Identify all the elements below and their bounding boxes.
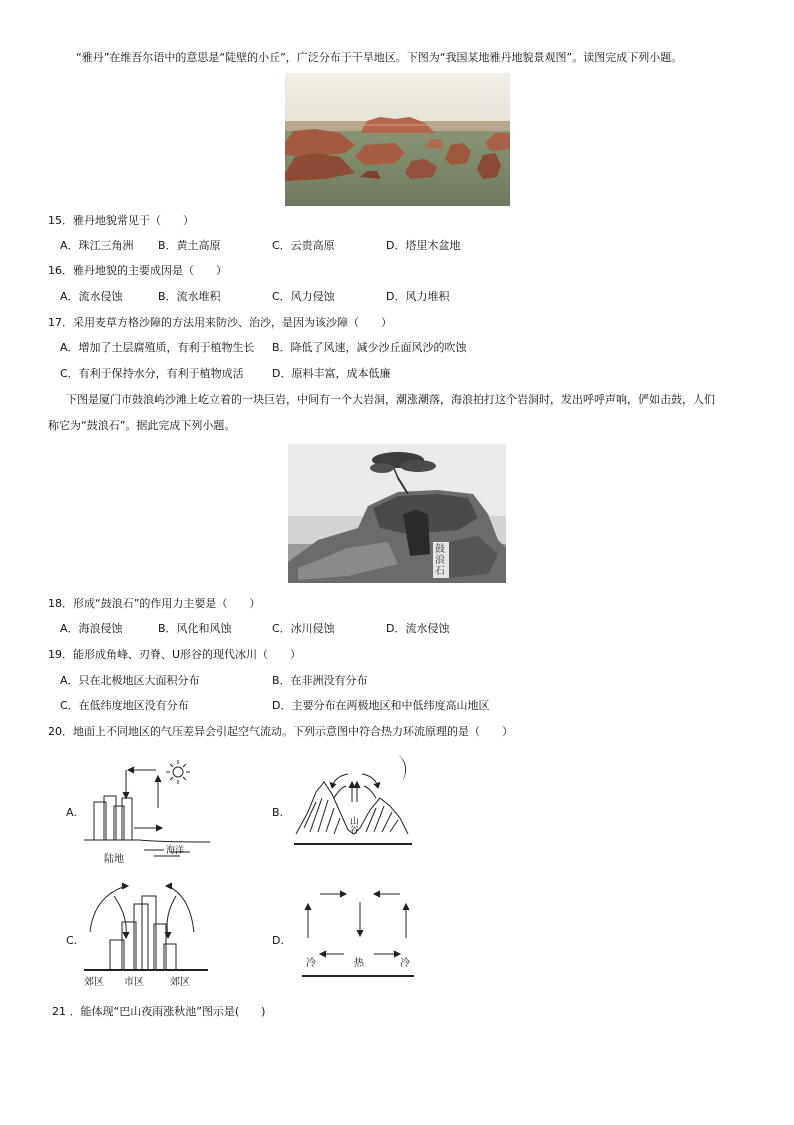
q19-option-d[interactable]: D．主要分布在两极地区和中低纬度高山地区: [272, 699, 490, 712]
mountain-valley-diagram: [294, 752, 414, 852]
q17-option-d[interactable]: D．原料丰富，成本低廉: [272, 367, 391, 380]
moon-icon: [398, 754, 406, 782]
question-17-options-row2: [60, 366, 760, 382]
q16-option-b[interactable]: B．流水堆积: [158, 290, 221, 303]
option-b-label[interactable]: B.: [272, 806, 284, 819]
intro-paragraph-1: “雅丹”在维吾尔语中的意思是“陡壁的小丘”，广泛分布于干旱地区。下图为“我国某地雅丹地貌景观图”。读图完成下列小题。: [76, 51, 683, 64]
question-17: 17．采用麦草方格沙障的方法用来防沙、治沙，是因为该沙障（ ）: [48, 316, 392, 329]
question-15-options: [60, 238, 760, 254]
figure-c-suburb-left-label: 郊区: [84, 977, 104, 988]
question-19-options-row1: [60, 673, 760, 689]
q16-option-c[interactable]: C．风力侵蚀: [272, 290, 335, 303]
q19-option-b[interactable]: B．在非洲没有分布: [272, 674, 368, 687]
figure-c-city-label: 市区: [124, 977, 144, 988]
q18-option-d[interactable]: D．流水侵蚀: [386, 622, 450, 635]
question-18: 18．形成“鼓浪石”的作用力主要是（ ）: [48, 597, 261, 610]
option-c-label[interactable]: C.: [66, 934, 78, 947]
figure-a-land-sea-breeze: [84, 758, 210, 868]
question-20: 20．地面上不同地区的气压差异会引起空气流动。下列示意图中符合热力环流原理的是（ ）: [48, 725, 513, 738]
land-sea-breeze-diagram: [84, 758, 210, 868]
figure-d-cold-left-label: 冷: [306, 958, 316, 969]
q15-option-d[interactable]: D．塔里木盆地: [386, 239, 461, 252]
figure-d-hot-label: 热: [354, 958, 364, 969]
question-19: 19．能形成角峰、刃脊、U形谷的现代冰川（ ）: [48, 648, 302, 661]
yardang-landform-photo: [285, 73, 510, 206]
figure-c-suburb-right-label: 郊区: [170, 977, 190, 988]
q17-option-a[interactable]: A．增加了土层腐殖质，有利于植物生长: [60, 341, 255, 354]
figure-d-cold-right-label: 冷: [400, 958, 410, 969]
figure-b-mountain-valley-breeze: [294, 752, 414, 852]
q15-option-a[interactable]: A．珠江三角洲: [60, 239, 134, 252]
question-18-options: [60, 621, 760, 637]
q19-option-a[interactable]: A．只在北极地区大面积分布: [60, 674, 200, 687]
q15-option-c[interactable]: C．云贵高原: [272, 239, 335, 252]
option-d-label[interactable]: D.: [272, 934, 284, 947]
gulang-stone-illustration: [288, 444, 506, 583]
q15-option-b[interactable]: B．黄土高原: [158, 239, 221, 252]
q18-option-b[interactable]: B．风化和风蚀: [158, 622, 232, 635]
figure-a-land-label: 陆地: [104, 854, 124, 865]
option-a-label[interactable]: A.: [66, 806, 77, 819]
sun-icon: [166, 760, 190, 784]
question-19-options-row2: [60, 698, 760, 714]
yardang-photo-illustration: [285, 73, 510, 206]
figure-b-valley-label: 山谷: [350, 817, 360, 836]
gulang-stone-inscription: 鼓浪石: [435, 544, 445, 577]
question-17-options-row1: [60, 340, 760, 356]
q17-option-c[interactable]: C．有利于保持水分，有利于植物成活: [60, 367, 244, 380]
figure-d-thermal-circulation: [300, 884, 416, 982]
q16-option-d[interactable]: D．风力堆积: [386, 290, 450, 303]
intro-paragraph-2-line-1: 下图是厦门市鼓浪屿沙滩上屹立着的一块巨岩，中间有一个大岩洞，潮涨潮落，海浪拍打这个岩洞时，发出呼呼声响，俨如击鼓，人们: [66, 393, 715, 406]
q16-option-a[interactable]: A．流水侵蚀: [60, 290, 123, 303]
q18-option-c[interactable]: C．冰川侵蚀: [272, 622, 335, 635]
q17-option-b[interactable]: B．降低了风速，减少沙丘面风沙的吹蚀: [272, 341, 467, 354]
heat-island-diagram: [84, 876, 210, 988]
figure-a-sea-label: 海洋: [166, 846, 185, 856]
question-15: 15．雅丹地貌常见于（ ）: [48, 214, 194, 227]
intro-paragraph-2-line-2: 称它为“鼓浪石”。据此完成下列小题。: [48, 419, 236, 432]
q18-option-a[interactable]: A．海浪侵蚀: [60, 622, 123, 635]
question-21: 21 ．能体现“巴山夜雨涨秋池”图示是( ): [52, 1005, 266, 1018]
gulang-stone-photo: [288, 444, 506, 583]
figure-c-urban-heat-island: [84, 876, 210, 988]
question-16-options: [60, 289, 760, 305]
question-16: 16．雅丹地貌的主要成因是（ ）: [48, 264, 227, 277]
q19-option-c[interactable]: C．在低纬度地区没有分布: [60, 699, 189, 712]
